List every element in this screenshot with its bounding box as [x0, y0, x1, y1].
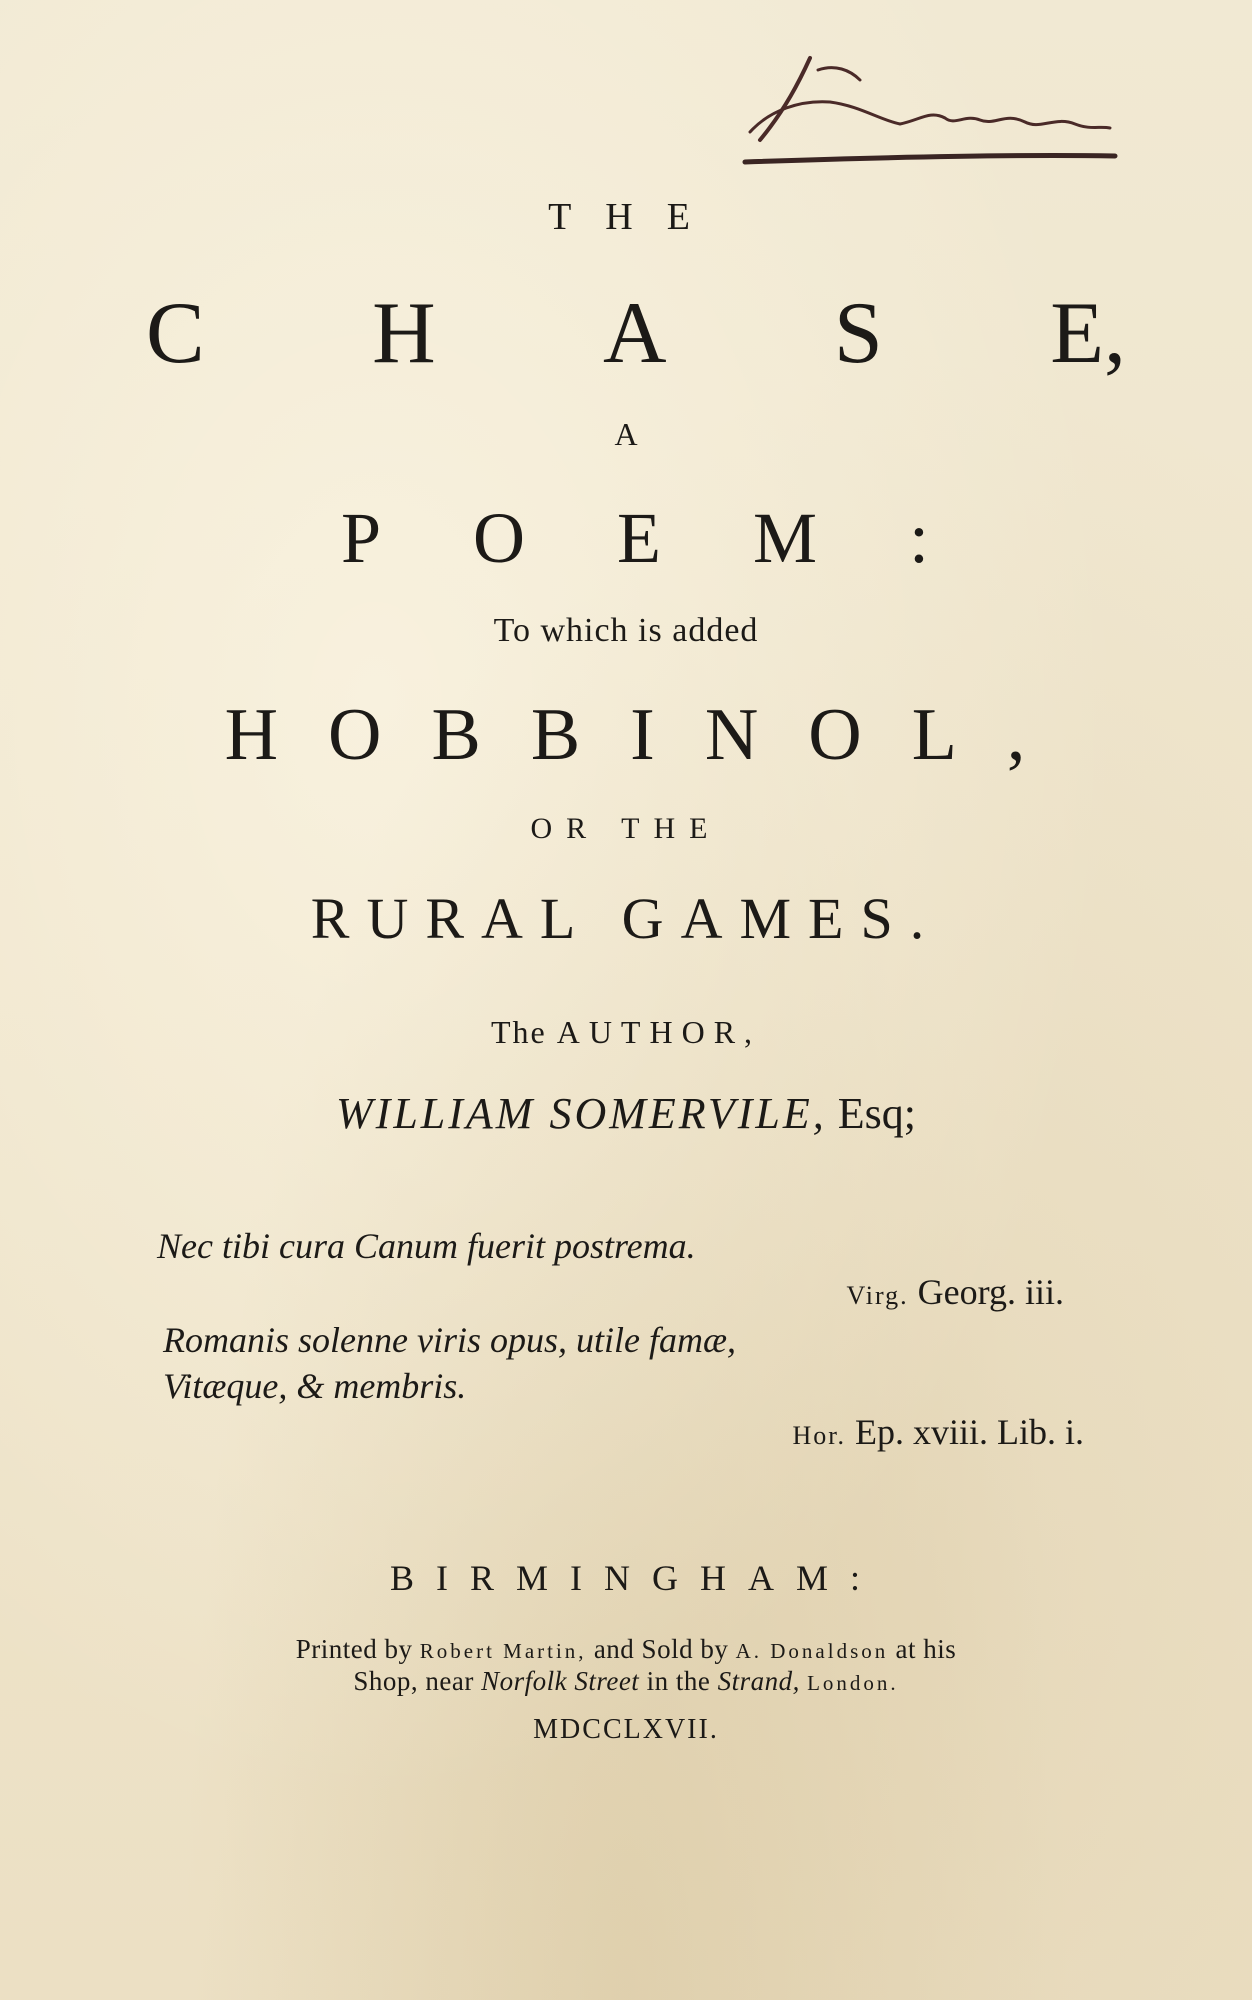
epigraph-virgil: Nec tibi cura Canum fuerit postrema.	[157, 1226, 696, 1266]
imprint-sold-by: and Sold by	[593, 1634, 729, 1664]
source-work: Georg. iii.	[917, 1272, 1064, 1312]
source-work: Ep. xviii. Lib. i.	[855, 1412, 1084, 1452]
author-label: AUTHOR,	[556, 1014, 762, 1050]
imprint-line1	[0, 1636, 1252, 1663]
or-the: OR THE	[530, 812, 722, 845]
imprint-printed-by: Printed by	[295, 1634, 413, 1664]
imprint-line2	[0, 1668, 1252, 1695]
imprint-at-his: at his	[895, 1634, 957, 1664]
title-hobbinol: HOBBINOL,	[224, 694, 1076, 776]
imprint-city: BIRMINGHAM:	[389, 1558, 882, 1598]
imprint-london: London.	[807, 1671, 899, 1695]
source-author: Hor.	[792, 1421, 846, 1450]
title-poem: POEM:	[340, 498, 1022, 578]
imprint-strand: Strand,	[717, 1666, 800, 1696]
epigraph-horace-line2: Vitæque, & membris.	[163, 1366, 467, 1406]
imprint-street: Norfolk Street	[481, 1666, 640, 1696]
title-the: THE	[548, 196, 724, 238]
chase-letter: E,	[1050, 285, 1126, 382]
author-name: WILLIAM SOMERVILE,	[336, 1089, 827, 1138]
title-chase	[0, 285, 1252, 382]
handwritten-signature	[740, 40, 1120, 180]
imprint-in-the: in the	[646, 1666, 711, 1696]
source-author: Virg.	[846, 1281, 909, 1310]
epigraph-horace-line1: Romanis solenne viris opus, utile famæ,	[163, 1320, 736, 1360]
chase-letter: A	[602, 285, 667, 382]
epigraph-virgil-source	[847, 1274, 1064, 1310]
author-the: The	[490, 1014, 547, 1050]
author-name-line	[0, 1089, 1252, 1138]
chase-letter: H	[372, 285, 436, 382]
author-line	[0, 1016, 1252, 1048]
imprint-shop: Shop, near	[353, 1666, 474, 1696]
imprint-seller: A. Donaldson	[735, 1639, 889, 1663]
epigraph-horace-source	[793, 1414, 1085, 1450]
to-which-is-added: To which is added	[493, 612, 759, 649]
title-a: A	[614, 416, 638, 452]
title-rural-games: RURAL GAMES.	[310, 886, 942, 951]
chase-letter: S	[833, 285, 883, 382]
imprint-year: MDCCLXVII.	[533, 1714, 719, 1745]
author-suffix: Esq;	[837, 1089, 916, 1138]
imprint-printer: Robert Martin,	[419, 1639, 587, 1663]
chase-letter: C	[146, 285, 205, 382]
